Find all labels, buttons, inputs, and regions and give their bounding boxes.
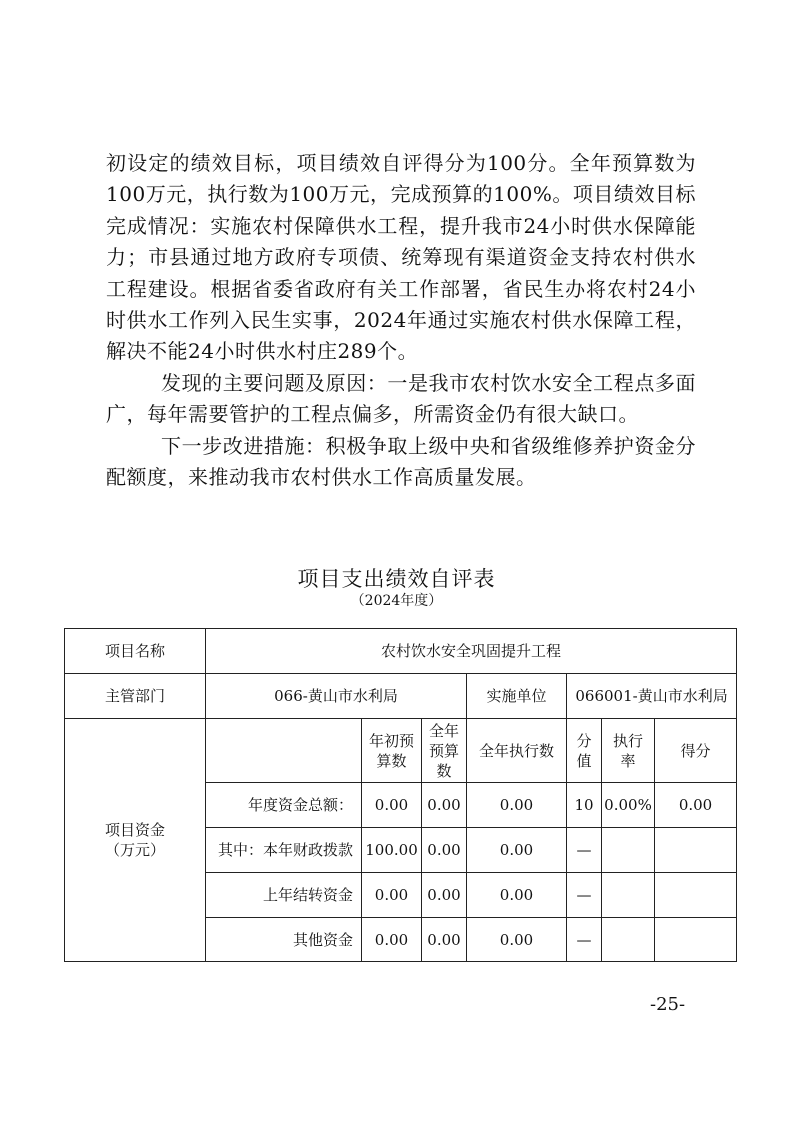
project-name-label: 项目名称 — [65, 629, 206, 674]
cell-rate: 0.00% — [602, 783, 655, 828]
header-initial-budget: 年初预 算数 — [362, 719, 422, 783]
cell-initial: 0.00 — [362, 873, 422, 918]
paragraph-problems: 发现的主要问题及原因：一是我市农村饮水安全工程点多面广，每年需要管护的工程点偏多，所需资金仍有很大缺口。 — [106, 370, 696, 427]
row-project-name — [65, 629, 737, 674]
cell-executed: 0.00 — [467, 828, 567, 873]
header-executed: 全年执行数 — [467, 719, 567, 783]
cell-executed: 0.00 — [467, 873, 567, 918]
row-funds-header — [65, 719, 737, 783]
row-department — [65, 674, 737, 719]
dept-label: 主管部门 — [65, 674, 206, 719]
cell-score-value: — — [567, 873, 602, 918]
paragraph-performance: 初设定的绩效目标，项目绩效自评得分为100分。全年预算数为100万元，执行数为100万元，完成预算的100%。项目绩效目标完成情况：实施农村保障供水工程，提升我市24小时供水保障能力；市县通过地方政府专项债、统筹现有渠道资金支持农村供水工程建设。根据省委省政府有关工作部署，省民生办将农村24小时供水工作列入民生实事，2024年通过实施农村供水保障工程，解决不能24小时供水村庄289个。 — [106, 151, 696, 364]
table-title: 项目支出绩效自评表 — [297, 567, 496, 591]
row-label: 年度资金总额： — [206, 783, 362, 828]
header-blank — [206, 719, 362, 783]
cell-initial: 0.00 — [362, 783, 422, 828]
cell-annual: 0.00 — [422, 783, 467, 828]
header-rate: 执行 率 — [602, 719, 655, 783]
cell-rate — [602, 828, 655, 873]
cell-annual: 0.00 — [422, 873, 467, 918]
cell-annual: 0.00 — [422, 828, 467, 873]
impl-label: 实施单位 — [467, 674, 567, 719]
paragraph-improvements: 下一步改进措施：积极争取上级中央和省级维修养护资金分配额度，来推动我市农村供水工作高质量发展。 — [106, 433, 696, 490]
cell-initial: 0.00 — [362, 918, 422, 962]
row-label: 其中：本年财政拨款 — [206, 828, 362, 873]
dept-value: 066-黄山市水利局 — [206, 674, 467, 719]
cell-score-value: — — [567, 828, 602, 873]
row-label: 上年结转资金 — [206, 873, 362, 918]
header-annual-budget: 全年 预算 数 — [422, 719, 467, 783]
cell-score — [655, 918, 737, 962]
body-text — [106, 148, 696, 493]
cell-annual: 0.00 — [422, 918, 467, 962]
cell-initial: 100.00 — [362, 828, 422, 873]
project-name-value: 农村饮水安全巩固提升工程 — [206, 629, 737, 674]
table-subtitle: （2024年度） — [350, 593, 443, 609]
cell-score — [655, 828, 737, 873]
cell-rate — [602, 873, 655, 918]
cell-rate — [602, 918, 655, 962]
cell-score-value: 10 — [567, 783, 602, 828]
cell-score: 0.00 — [655, 783, 737, 828]
cell-executed: 0.00 — [467, 918, 567, 962]
cell-score — [655, 873, 737, 918]
row-label: 其他资金 — [206, 918, 362, 962]
header-score-value: 分 值 — [567, 719, 602, 783]
impl-value: 066001-黄山市水利局 — [567, 674, 737, 719]
header-score: 得分 — [655, 719, 737, 783]
performance-table — [64, 628, 737, 962]
cell-score-value: — — [567, 918, 602, 962]
page-number: -25- — [650, 994, 686, 1015]
cell-executed: 0.00 — [467, 783, 567, 828]
funds-label: 项目资金 （万元） — [65, 719, 206, 962]
